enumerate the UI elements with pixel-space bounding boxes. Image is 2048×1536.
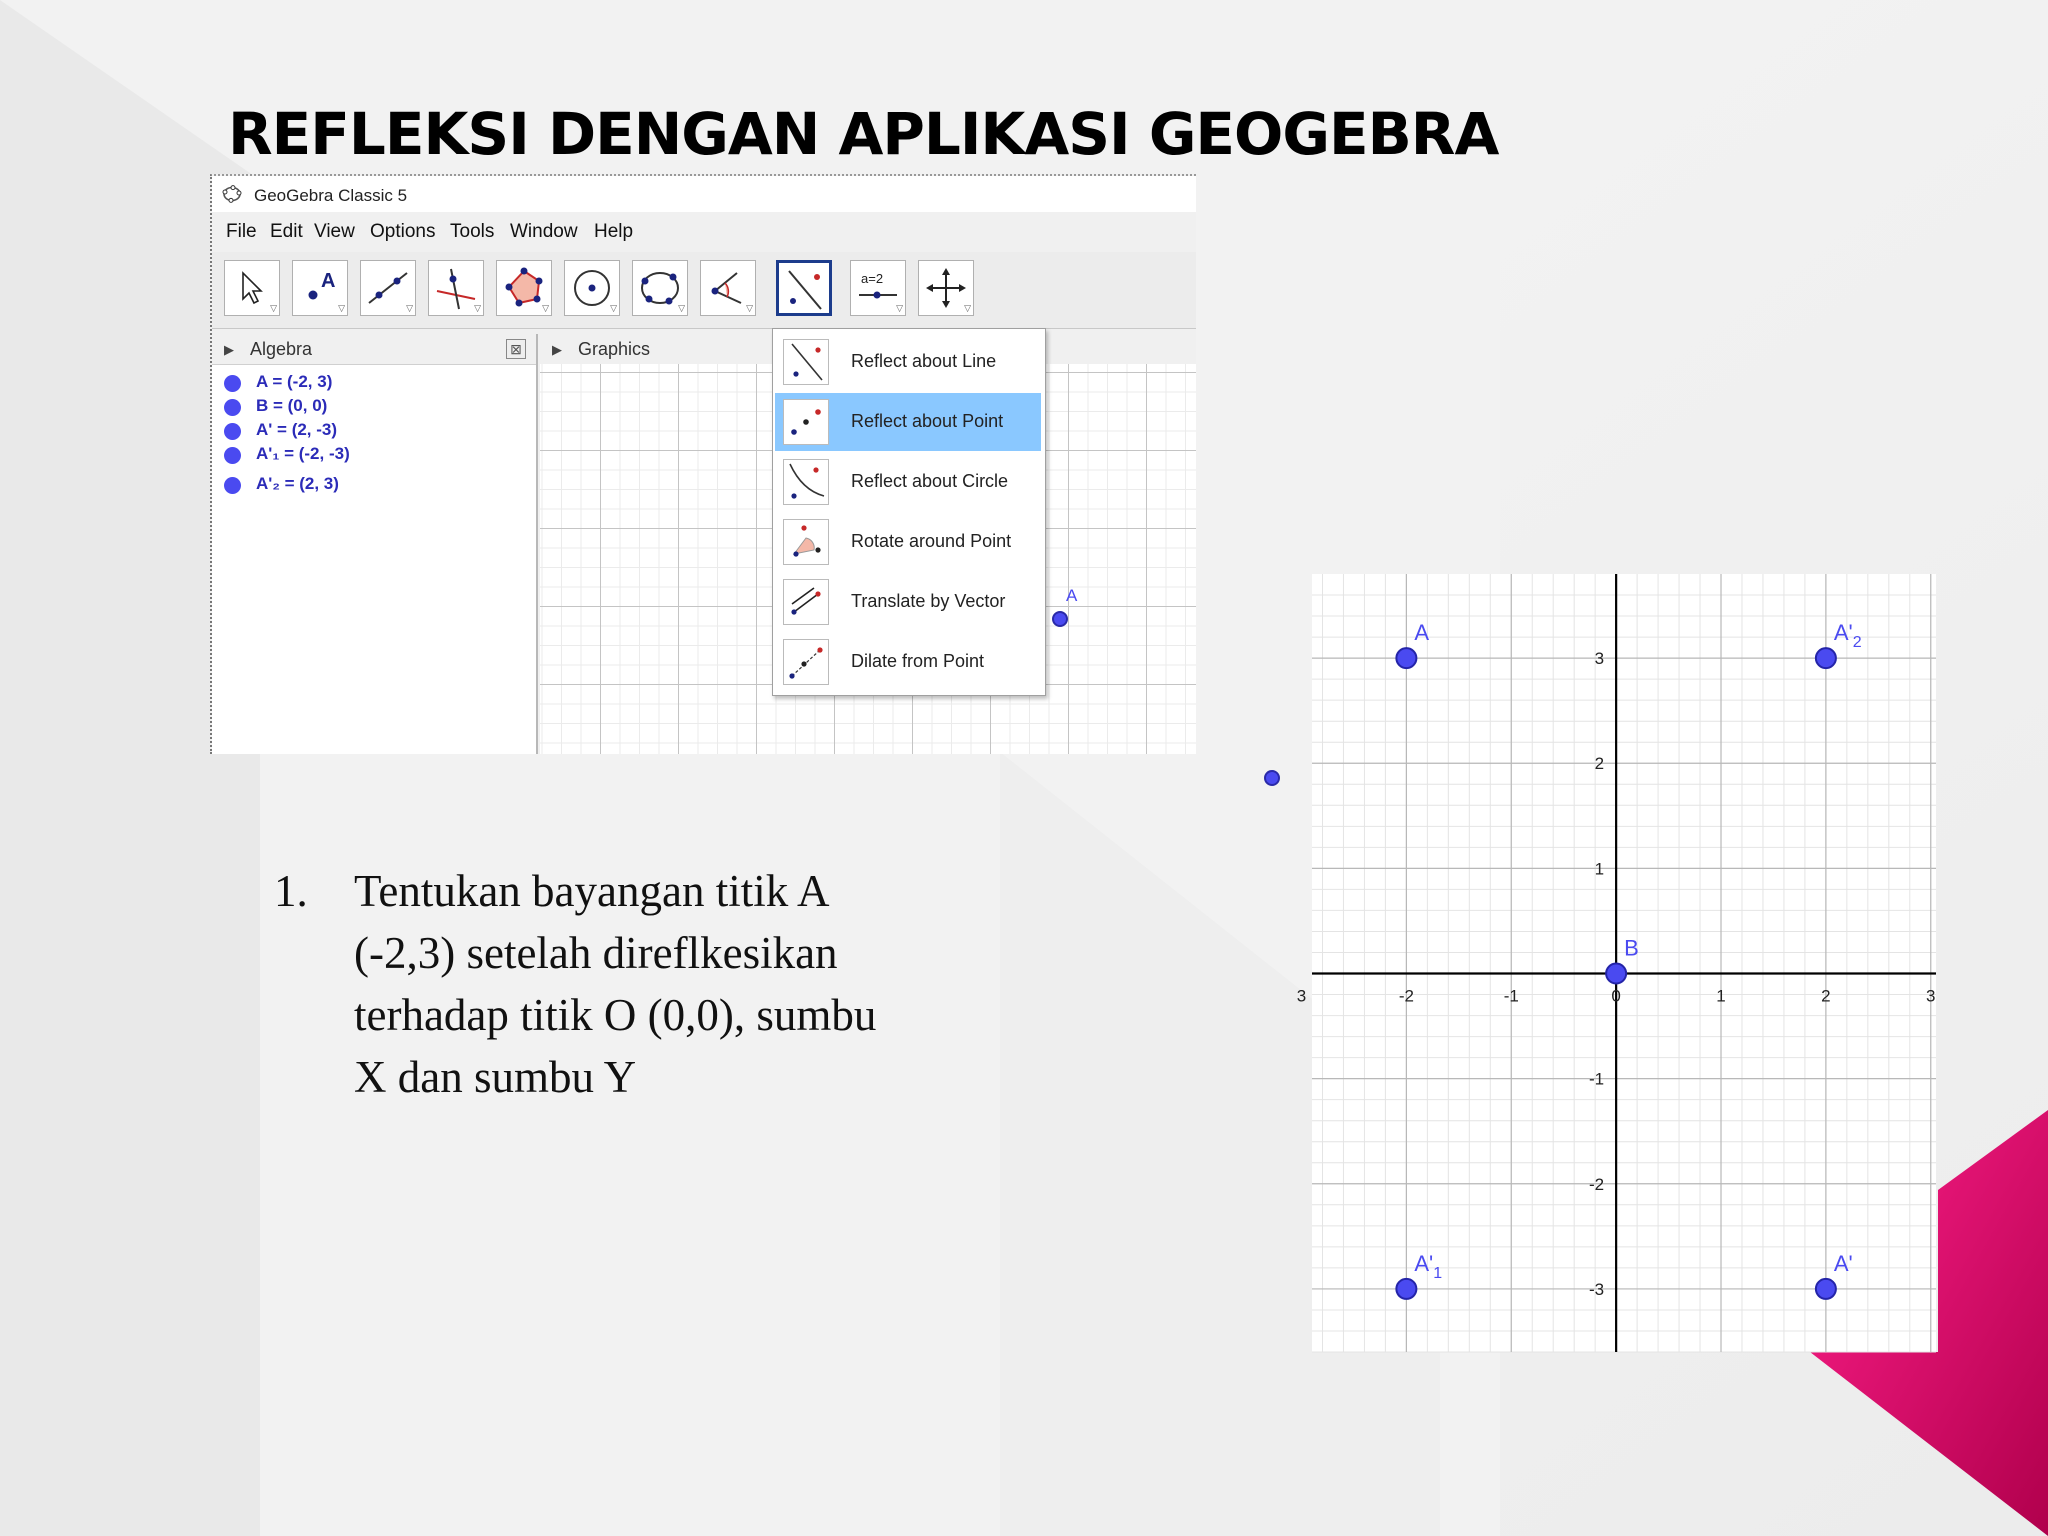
geogebra-logo-icon bbox=[222, 185, 242, 203]
collapse-arrow-icon[interactable]: ▶ bbox=[224, 342, 234, 357]
menu-tools[interactable]: Tools bbox=[450, 221, 495, 242]
menu-bar bbox=[212, 212, 1196, 248]
window-titlebar bbox=[212, 176, 1196, 212]
tool-line[interactable]: ▽ bbox=[360, 260, 416, 316]
data-point bbox=[1816, 1279, 1836, 1299]
data-point bbox=[1606, 964, 1626, 984]
close-icon[interactable]: ⊠ bbox=[506, 339, 526, 359]
menu-item-reflect-circle[interactable]: Reflect about Circle bbox=[775, 453, 1041, 511]
point-label: $A'_1$ bbox=[1414, 1250, 1443, 1282]
collapse-arrow-icon[interactable]: ▶ bbox=[552, 342, 562, 357]
tool-reflect[interactable] bbox=[776, 260, 832, 316]
tool-move[interactable]: ▽ bbox=[224, 260, 280, 316]
point-label: A' bbox=[1833, 1250, 1853, 1276]
menu-help[interactable]: Help bbox=[594, 221, 634, 242]
window-title: GeoGebra Classic 5 bbox=[254, 186, 408, 205]
point-label: $A'_2$ bbox=[1833, 620, 1862, 652]
coordinate-chart bbox=[1296, 574, 1936, 1352]
x-tick-label: -1 bbox=[1503, 986, 1519, 1006]
svg-text:A: A bbox=[321, 270, 336, 292]
graphics-point-a[interactable] bbox=[1052, 611, 1068, 627]
x-tick-label: 1 bbox=[1716, 986, 1726, 1006]
graphics-point-label: A bbox=[1066, 586, 1078, 605]
graphics-point-a[interactable] bbox=[1264, 770, 1280, 786]
menu-item-translate[interactable]: Translate by Vector bbox=[775, 573, 1041, 631]
svg-text:a=2: a=2 bbox=[861, 271, 884, 286]
data-point bbox=[1396, 1279, 1416, 1299]
y-tick-label: 1 bbox=[1594, 859, 1605, 879]
algebra-header bbox=[212, 334, 536, 365]
y-tick-label: 2 bbox=[1594, 754, 1605, 774]
x-tick-label: 3 bbox=[1926, 986, 1936, 1006]
tool-move-graphics[interactable]: ▽ bbox=[918, 260, 974, 316]
menu-view[interactable]: View bbox=[314, 221, 355, 242]
graphics-header-label: Graphics bbox=[578, 339, 651, 359]
x-tick-label: -2 bbox=[1398, 986, 1414, 1006]
geogebra-window bbox=[210, 174, 1196, 754]
reflect-circle-icon bbox=[783, 459, 829, 505]
tool-circle[interactable]: ▽ bbox=[564, 260, 620, 316]
visibility-toggle-icon[interactable] bbox=[224, 399, 241, 416]
algebra-view: ▶ Algebra ⊠ A = (-2, 3) B = (0, 0) A' = (2, -3) A'₁ = (-2, -3) A'₂ = (2, 3) bbox=[212, 334, 538, 754]
data-point bbox=[1396, 648, 1416, 668]
visibility-toggle-icon[interactable] bbox=[224, 477, 241, 494]
y-tick-label: -3 bbox=[1589, 1279, 1605, 1299]
menu-edit[interactable]: Edit bbox=[270, 221, 303, 242]
reflect-point-icon bbox=[783, 399, 829, 445]
visibility-toggle-icon[interactable] bbox=[224, 375, 241, 392]
tool-point[interactable]: A ▽ bbox=[292, 260, 348, 316]
toolbar bbox=[212, 252, 1196, 329]
menu-item-dilate[interactable]: Dilate from Point bbox=[775, 633, 1041, 691]
menu-item-rotate[interactable]: Rotate around Point bbox=[775, 513, 1041, 571]
y-tick-label: 3 bbox=[1594, 649, 1605, 669]
question-number: 1. bbox=[274, 866, 308, 916]
visibility-toggle-icon[interactable] bbox=[224, 423, 241, 440]
menu-options[interactable]: Options bbox=[370, 221, 436, 242]
point-label: B bbox=[1624, 935, 1639, 961]
chart-background bbox=[1312, 574, 1936, 1352]
question-text: Tentukan bayangan titik A (-2,3) setelah direflkesikan terhadap titik O (0,0), sumbu X dan sumbu Y bbox=[354, 866, 877, 1102]
y-tick-label: -1 bbox=[1589, 1069, 1605, 1089]
algebra-header-label: Algebra bbox=[250, 339, 313, 359]
dilate-icon bbox=[783, 639, 829, 685]
slide-title: REFLEKSI DENGAN APLIKASI GEOGEBRA bbox=[228, 100, 1499, 168]
tool-angle[interactable]: ▽ bbox=[700, 260, 756, 316]
x-tick-label: 0 bbox=[1611, 986, 1621, 1006]
x-tick-label: 3 bbox=[1296, 986, 1307, 1006]
x-tick-label: 2 bbox=[1821, 986, 1831, 1006]
tool-slider[interactable]: a=2 ▽ bbox=[850, 260, 906, 316]
menu-file[interactable]: File bbox=[226, 221, 257, 242]
reflect-about-line-icon bbox=[779, 263, 833, 317]
transform-tools-menu bbox=[772, 328, 1046, 696]
rotate-icon bbox=[783, 519, 829, 565]
menu-window[interactable]: Window bbox=[510, 221, 578, 242]
reflect-line-icon bbox=[783, 339, 829, 385]
tool-ellipse[interactable]: ▽ bbox=[632, 260, 688, 316]
visibility-toggle-icon[interactable] bbox=[224, 447, 241, 464]
tool-polygon[interactable]: ▽ bbox=[496, 260, 552, 316]
data-point bbox=[1816, 648, 1836, 668]
point-label: A bbox=[1414, 620, 1430, 646]
y-tick-label: -2 bbox=[1589, 1174, 1605, 1194]
menu-item-reflect-line[interactable]: Reflect about Line bbox=[775, 333, 1041, 391]
translate-icon bbox=[783, 579, 829, 625]
tool-perpendicular[interactable]: ▽ bbox=[428, 260, 484, 316]
menu-item-reflect-point[interactable]: Reflect about Point bbox=[775, 393, 1041, 451]
